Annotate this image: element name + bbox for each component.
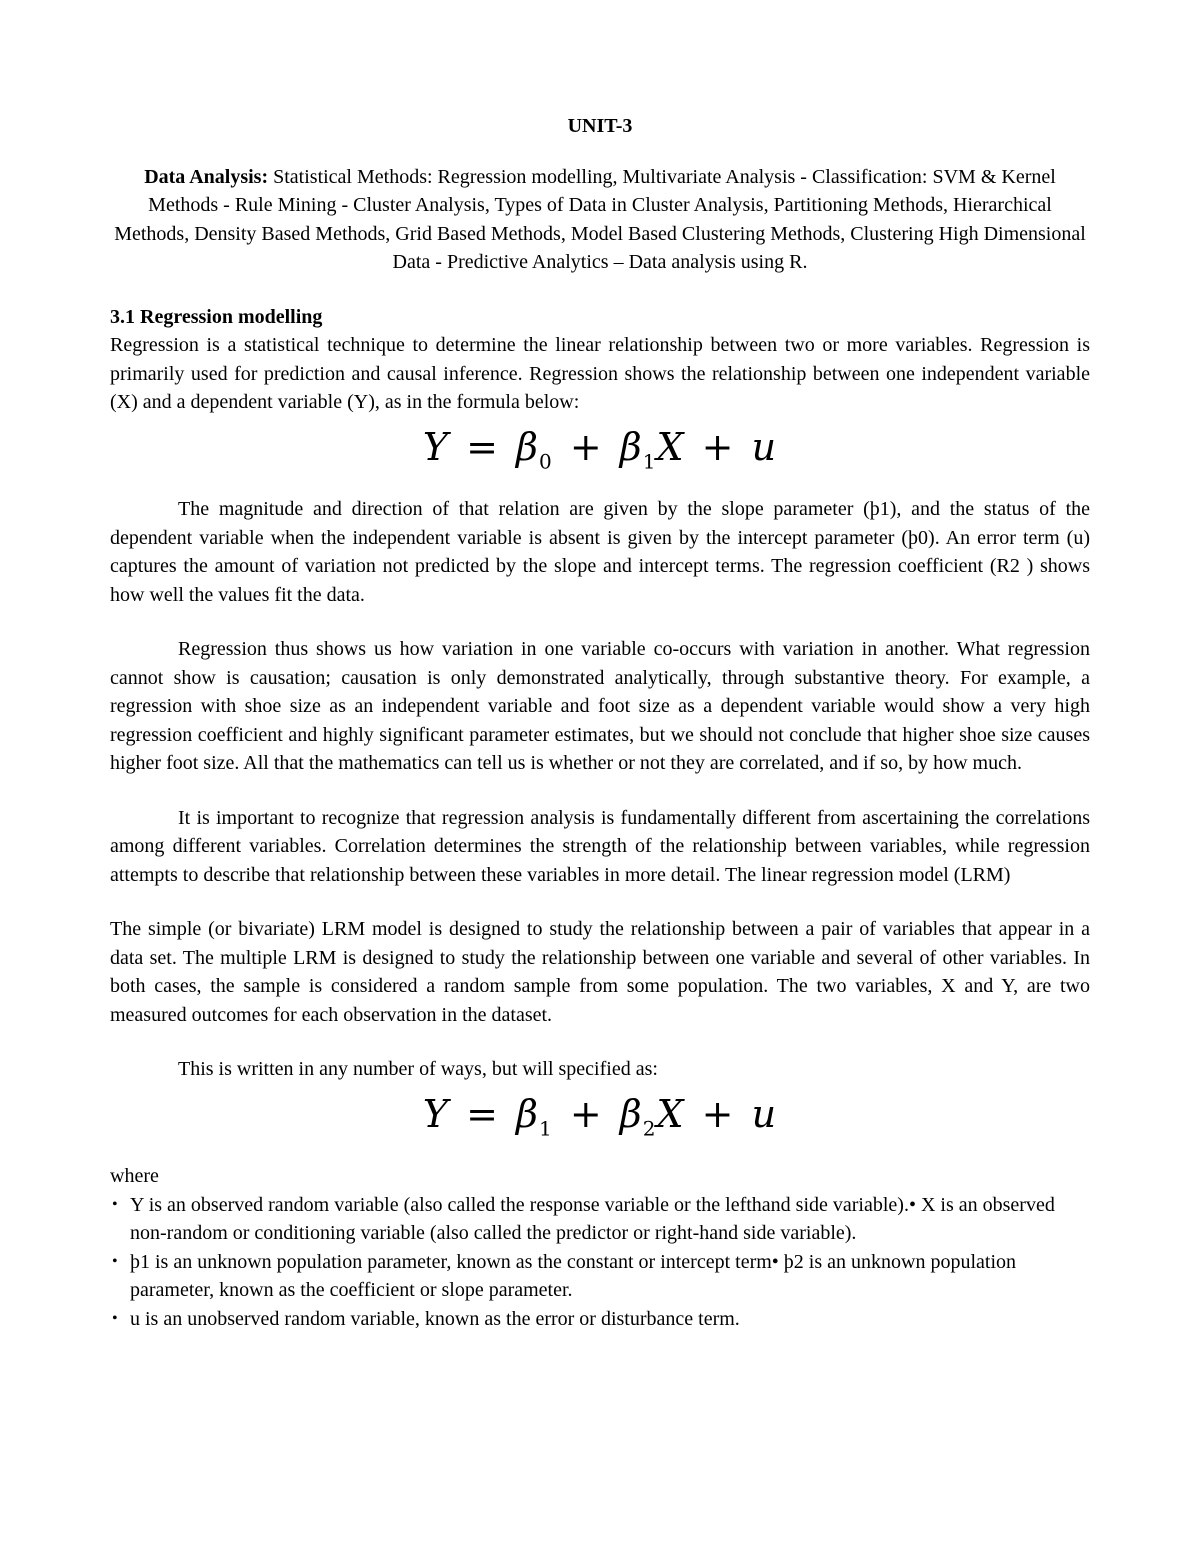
intro-label: Data Analysis: xyxy=(144,165,269,188)
list-item: • þ1 is an unknown population parameter, known as the constant or intercept term• þ2 is an unknown population parameter, known as the coefficient or slope parameter. xyxy=(110,1248,1090,1305)
formula-1-x: X xyxy=(656,424,685,469)
formula-2-eq: = xyxy=(466,1091,499,1136)
formula-1-beta0: β xyxy=(516,424,540,469)
paragraph-2: The magnitude and direction of that relation are given by the slope parameter (þ1), and the status of the dependent variable when the independent variable is absent is given by the intercept parameter (þ0). An error term (u) captures the amount of variation not predicted by the slope and intercept terms. The regression coefficient (R2 ) shows how well the values fit the data. xyxy=(110,498,1090,606)
formula-1-plus-2: + xyxy=(701,424,735,469)
formula-1-beta1: β xyxy=(619,424,643,469)
formula-2-beta2-sub: 2 xyxy=(642,1116,657,1141)
formula-2 xyxy=(110,1092,1090,1151)
unit-title: UNIT-3 xyxy=(567,115,633,137)
formula-2-beta1: β xyxy=(516,1091,540,1136)
formula-1-lhs: Y xyxy=(422,424,450,469)
formula-1-u: u xyxy=(751,424,778,469)
paragraph-1: Regression is a statistical technique to determine the linear relationship between two or more variables. Regression is primarily used for prediction and causal inference. Regression shows the relationship between one independent variable (X) and a dependent variable (Y), as in the formula below: xyxy=(110,334,1090,413)
formula-2-beta1-sub: 1 xyxy=(539,1116,553,1141)
formula-2-plus-2: + xyxy=(701,1091,735,1136)
formula-1-beta0-sub: 0 xyxy=(539,449,553,474)
list-item: • Y is an observed random variable (also called the response variable or the lefthand side variable).• X is an observed non-random or conditioning variable (also called the predictor or right-hand side variable). xyxy=(110,1191,1090,1248)
formula-1-eq: = xyxy=(466,424,499,469)
formula-1-plus-1: + xyxy=(569,424,603,469)
section-heading: 3.1 Regression modelling xyxy=(110,305,323,328)
where-label: where xyxy=(110,1165,159,1188)
formula-2-beta2: β xyxy=(619,1091,643,1136)
formula-2-u: u xyxy=(751,1091,778,1136)
paragraph-5: The simple (or bivariate) LRM model is designed to study the relationship between a pair of variables that appear in a data set. The multiple LRM is designed to study the relationship between one variable and several of other variables. In both cases, the sample is considered a random sample from some population. The two variables, X and Y, are two measured outcomes for each observation in the dataset. xyxy=(110,918,1090,1026)
document-page xyxy=(110,112,1090,1333)
paragraph-3: Regression thus shows us how variation in one variable co-occurs with variation in another. What regression cannot show is causation; causation is only demonstrated analytically, through substantive theory. For example, a regression with shoe size as an independent variable and foot size as a dependent variable would show a very high regression coefficient and highly significant parameter estimates, but we should not conclude that higher shoe size causes higher foot size. All that the mathematics can tell us is whether or not they are correlated, and if so, by how much. xyxy=(110,638,1090,775)
unit-intro xyxy=(110,163,1090,277)
formula-1 xyxy=(110,425,1090,484)
formula-1-beta1-sub: 1 xyxy=(642,449,657,474)
formula-2-plus-1: + xyxy=(569,1091,603,1136)
formula-2-x: X xyxy=(656,1091,685,1136)
definition-list xyxy=(110,1191,1090,1334)
paragraph-4: It is important to recognize that regression analysis is fundamentally different from ascertaining the correlations among different variables. Correlation determines the strength of the relationship between variables, while regression attempts to describe that relationship between these variables in more detail. The linear regression model (LRM) xyxy=(110,806,1090,886)
intro-text: Statistical Methods: Regression modelling, Multivariate Analysis - Classification: SVM & Kernel Methods - Rule Mining - Cluster Analysis, Types of Data in Cluster Analysis, Partitioning Methods, Hierarchical Methods, Density Based Methods, Grid Based Methods, Model Based Clustering Methods, Clustering High Dimensional Data - Predictive Analytics – Data analysis using R. xyxy=(114,165,1086,273)
paragraph-6: This is written in any number of ways, but will specified as: xyxy=(178,1058,658,1081)
list-item: • u is an unobserved random variable, known as the error or disturbance term. xyxy=(110,1305,1090,1334)
formula-2-lhs: Y xyxy=(422,1091,450,1136)
